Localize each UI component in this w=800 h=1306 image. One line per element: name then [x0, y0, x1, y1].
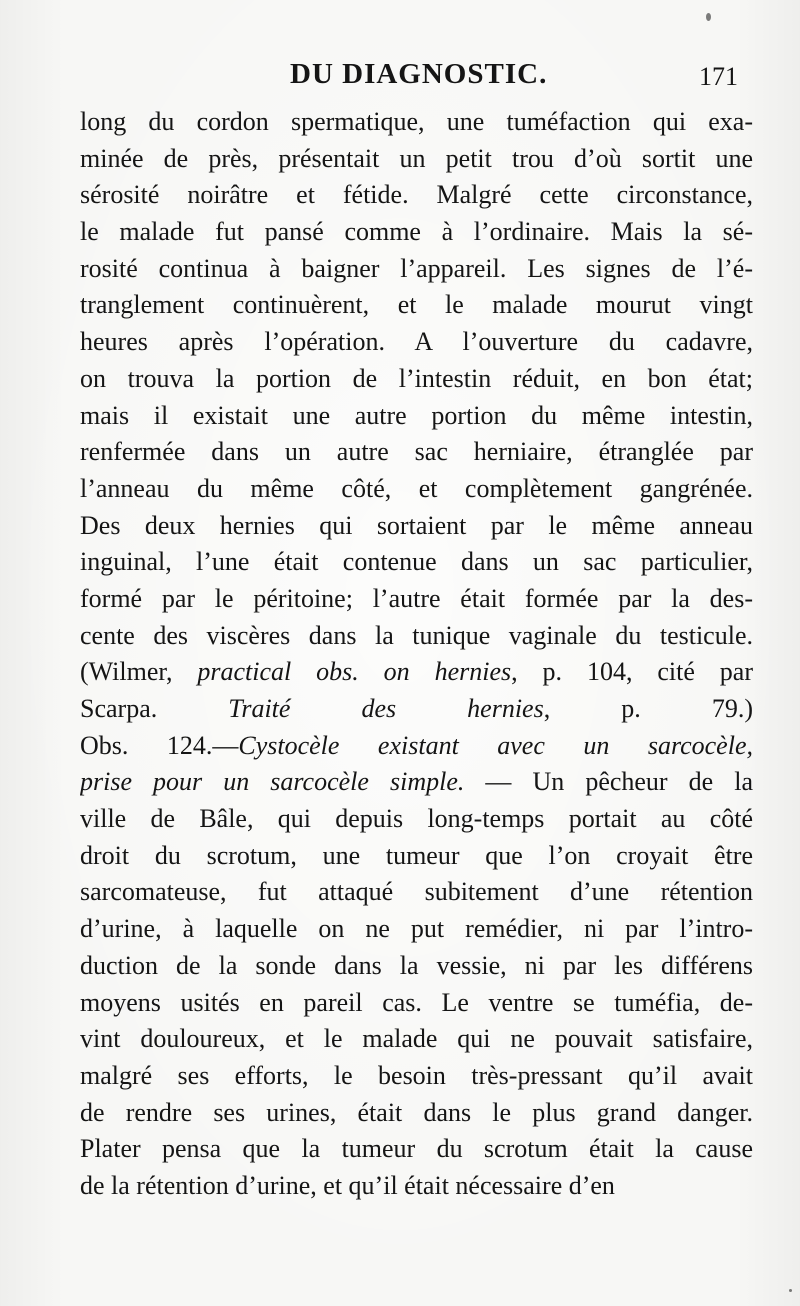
text-segment: Scarpa.: [80, 694, 229, 723]
text-line: [80, 177, 753, 214]
text-line: [80, 691, 753, 728]
text-segment: duction de la sonde dans la vessie, ni par les différens: [80, 950, 753, 980]
text-line: [80, 1168, 753, 1205]
text-line: [80, 508, 753, 545]
text-line: [80, 874, 753, 911]
text-line: [80, 1095, 753, 1132]
text-segment: (Wilmer,: [80, 657, 198, 687]
text-segment: , p. 79.): [543, 694, 753, 723]
text-line: [80, 581, 753, 618]
text-line: [80, 1131, 753, 1168]
page-number: 171: [699, 62, 738, 91]
text-line: [80, 141, 753, 178]
text-line: [80, 948, 753, 985]
text-segment: rosité continua à baigner l’appareil. Les signes de l’é-: [80, 253, 753, 283]
text-line: [80, 654, 753, 691]
italic-text-segment: prise pour un sarcocèle simple.: [80, 767, 465, 797]
text-line: [80, 471, 753, 508]
ink-speck: [706, 13, 711, 21]
text-segment: renfermée dans un autre sac herniaire, étranglée par: [80, 437, 753, 467]
text-segment: d’urine, à laquelle on ne put remédier, ni par l’intro-: [80, 914, 753, 944]
text-segment: vint douloureux, et le malade qui ne pouvait satisfaire,: [80, 1024, 753, 1054]
text-line: [80, 801, 753, 838]
text-segment: Obs. 124.—: [80, 730, 239, 760]
text-segment: minée de près, présentait un petit trou d’où sortit une: [80, 143, 753, 173]
text-segment: droit du scrotum, une tumeur que l’on croyait être: [80, 840, 753, 870]
text-line: [80, 618, 753, 655]
text-line: [80, 361, 753, 398]
text-segment: malgré ses efforts, le besoin très-pressant qu’il avait: [80, 1060, 753, 1090]
text-line: [80, 985, 753, 1022]
text-line: [80, 104, 753, 141]
text-line: [80, 1058, 753, 1095]
text-line: [80, 434, 753, 471]
ink-speck: [789, 1289, 792, 1292]
text-segment: de la rétention d’urine, et qu’il était nécessaire d’en: [80, 1170, 615, 1200]
text-segment: inguinal, l’une était contenue dans un sac particulier,: [80, 547, 753, 577]
text-segment: de rendre ses urines, était dans le plus grand danger.: [80, 1097, 753, 1127]
text-segment: , p. 104, cité par: [511, 657, 753, 687]
text-segment: — Un pêcheur de la: [464, 767, 753, 797]
text-segment: le malade fut pansé comme à l’ordinaire. Mais la sé-: [80, 217, 753, 247]
text-segment: formé par le péritoine; l’autre était formée par la des-: [80, 583, 753, 613]
text-segment: l’anneau du même côté, et complètement gangrénée.: [80, 473, 753, 503]
italic-text-segment: Cystocèle existant avec un sarcocèle,: [238, 730, 753, 760]
text-segment: cente des viscères dans la tunique vaginale du testicule.: [80, 620, 753, 650]
text-line: [80, 838, 753, 875]
text-segment: mais il existait une autre portion du même intestin,: [80, 400, 753, 430]
text-segment: Plater pensa que la tumeur du scrotum était la cause: [80, 1134, 753, 1164]
text-segment: Des deux hernies qui sortaient par le même anneau: [80, 510, 753, 540]
text-line: [80, 911, 753, 948]
text-segment: sarcomateuse, fut attaqué subitement d’une rétention: [80, 877, 753, 907]
text-segment: heures après l’opération. A l’ouverture du cadavre,: [80, 327, 753, 357]
text-line: [80, 324, 753, 361]
body-text: [80, 104, 753, 1205]
text-segment: ville de Bâle, qui depuis long-temps portait au côté: [80, 804, 753, 834]
text-line: [80, 544, 753, 581]
text-line: [80, 214, 753, 251]
text-segment: on trouva la portion de l’intestin réduit, en bon état;: [80, 363, 753, 393]
running-head: DU DIAGNOSTIC.: [290, 58, 548, 90]
italic-text-segment: practical obs. on hernies: [197, 657, 512, 687]
text-segment: long du cordon spermatique, une tuméfaction qui exa-: [80, 107, 753, 136]
text-segment: sérosité noirâtre et fétide. Malgré cette circonstance,: [80, 180, 753, 210]
text-line: [80, 1021, 753, 1058]
text-line: [80, 764, 753, 801]
text-segment: tranglement continuèrent, et le malade mourut vingt: [80, 290, 753, 320]
text-line: [80, 728, 753, 765]
text-line: [80, 251, 753, 288]
italic-text-segment: Traité des hernies: [228, 694, 544, 723]
text-segment: moyens usités en pareil cas. Le ventre se tuméfia, de-: [80, 987, 753, 1017]
text-line: [80, 398, 753, 435]
text-line: [80, 287, 753, 324]
